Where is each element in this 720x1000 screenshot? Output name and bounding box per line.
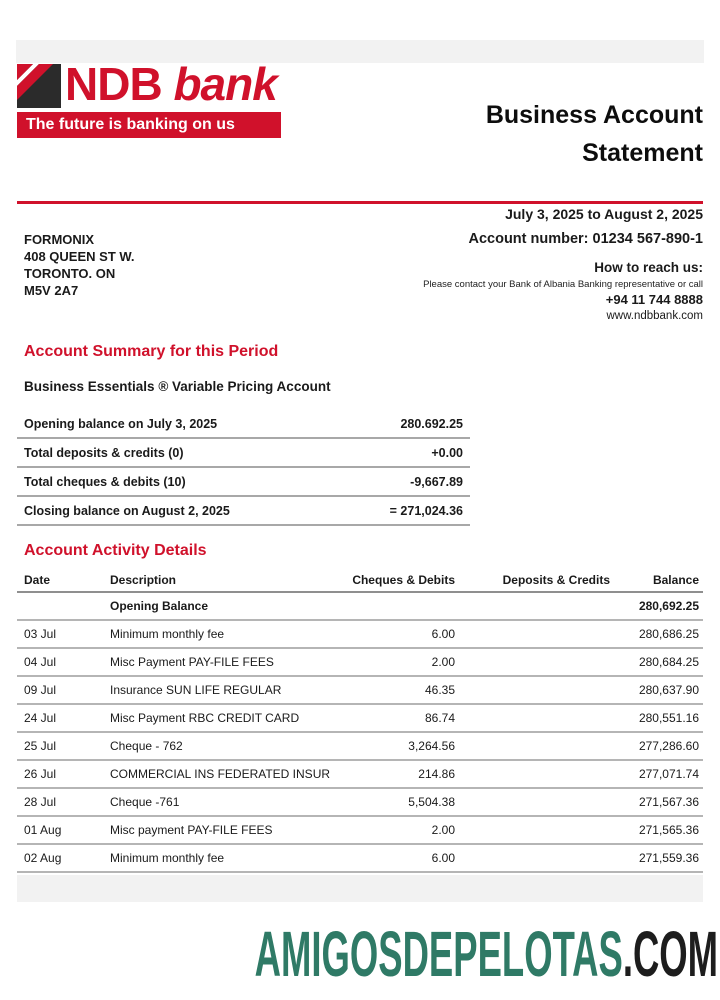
account-activity-table [17,568,703,902]
document-title-line1: Business Account [485,101,703,129]
transaction-description: Misc Payment PAY-FILE FEES [110,655,274,669]
watermark-site-name: AMIGOSDEPELOTAS [254,918,623,990]
activity-heading: Account Activity Details [24,542,207,559]
transaction-description: Misc Payment RBC CREDIT CARD [110,711,300,725]
transaction-balance: 280,637.90 [638,683,699,697]
column-header-deposits-credits: Deposits & Credits [502,572,610,587]
transaction-row [17,845,703,873]
account-number: Account number: 01234 567-890-1 [468,231,703,247]
transaction-date: 02 Aug [24,851,62,865]
statement-period: July 3, 2025 to August 2, 2025 [505,206,703,222]
transaction-row [17,677,703,705]
transaction-description: Minimum monthly fee [110,627,225,641]
contact-block [423,260,703,322]
bank-name [65,58,277,110]
transaction-date: 25 Jul [24,739,57,753]
bank-name-secondary: bank [173,58,277,110]
transaction-debit: 214.86 [418,767,455,781]
transaction-balance: 277,286.60 [638,739,699,753]
activity-table-header [17,568,703,593]
summary-row [17,497,470,526]
empty-row-band [17,875,703,902]
summary-row [17,439,470,468]
customer-address-line3: M5V 2A7 [24,283,79,298]
ndb-logo-icon [17,64,61,108]
account-product-name: Business Essentials ® Variable Pricing Account [24,379,331,394]
opening-balance-row [17,593,703,621]
summary-heading: Account Summary for this Period [24,343,279,360]
transaction-row [17,733,703,761]
summary-row [17,410,470,439]
summary-row-value: -9,667.89 [410,474,463,489]
bank-name-primary: NDB [65,58,162,110]
transaction-balance: 280,686.25 [638,627,699,641]
column-header-cheques-debits: Cheques & Debits [352,572,455,587]
transaction-date: 04 Jul [24,655,57,669]
transaction-description: COMMERCIAL INS FEDERATED INSUR [110,767,331,781]
summary-row-label: Total deposits & credits (0) [24,445,184,460]
summary-row-label: Closing balance on August 2, 2025 [24,503,230,518]
header-rule [17,201,703,204]
summary-row-value: 280.692.25 [400,416,463,431]
transaction-description: Misc payment PAY-FILE FEES [110,823,273,837]
transaction-row [17,761,703,789]
transaction-balance: 280,684.25 [638,655,699,669]
contact-instruction: Please contact your Bank of Albania Banking representative or call [423,279,703,290]
transaction-date: 24 Jul [24,711,57,725]
transaction-description: Insurance SUN LIFE REGULAR [110,683,282,697]
summary-row-value: = 271,024.36 [389,503,463,518]
transaction-debit: 6.00 [431,851,455,865]
transaction-debit: 3,264.56 [408,739,455,753]
transaction-row [17,789,703,817]
customer-name: FORMONIX [24,232,95,247]
transaction-row [17,649,703,677]
customer-address-block [24,231,135,299]
document-title [486,96,703,172]
document-title-line2: Statement [582,139,703,167]
transaction-balance: 277,071.74 [638,767,699,781]
transaction-debit: 5,504.38 [408,795,455,809]
summary-row [17,468,470,497]
transaction-date: 09 Jul [24,683,57,697]
contact-phone: +94 11 744 8888 [605,292,703,307]
transaction-row [17,705,703,733]
transaction-debit: 2.00 [431,823,455,837]
contact-website: www.ndbbank.com [606,310,703,322]
watermark-site-tld: .COM [622,918,718,990]
summary-row-label: Total cheques & debits (10) [24,474,186,489]
transaction-balance: 271,567.36 [638,795,699,809]
transaction-date: 01 Aug [24,823,62,837]
transaction-description: Cheque -761 [110,795,180,809]
transaction-row [17,817,703,845]
transaction-debit: 6.00 [431,627,455,641]
transaction-balance: 271,559.36 [638,851,699,865]
transaction-date: 26 Jul [24,767,57,781]
transaction-debit: 86.74 [424,711,455,725]
transaction-debit: 46.35 [424,683,455,697]
column-header-description: Description [110,572,177,587]
column-header-balance: Balance [652,572,699,587]
transaction-date: 28 Jul [24,795,57,809]
transaction-description: Minimum monthly fee [110,851,225,865]
transaction-balance: 271,565.36 [638,823,699,837]
transaction-balance: 280,551.16 [638,711,699,725]
transaction-rows [17,621,703,873]
customer-address-line2: TORONTO. ON [24,266,116,281]
site-watermark [254,918,718,990]
column-header-date: Date [24,572,51,587]
transaction-debit: 2.00 [431,655,455,669]
summary-row-value: +0.00 [431,445,463,460]
transaction-date: 03 Jul [24,627,57,641]
summary-row-label: Opening balance on July 3, 2025 [24,416,218,431]
opening-balance-value: 280,692.25 [638,599,699,613]
transaction-row [17,621,703,649]
customer-address-line1: 408 QUEEN ST W. [24,249,135,264]
bank-tagline-banner: The future is banking on us [17,112,281,138]
account-summary-table [17,410,470,526]
contact-heading: How to reach us: [594,260,703,275]
transaction-description: Cheque - 762 [110,739,183,753]
opening-balance-label: Opening Balance [110,599,209,613]
